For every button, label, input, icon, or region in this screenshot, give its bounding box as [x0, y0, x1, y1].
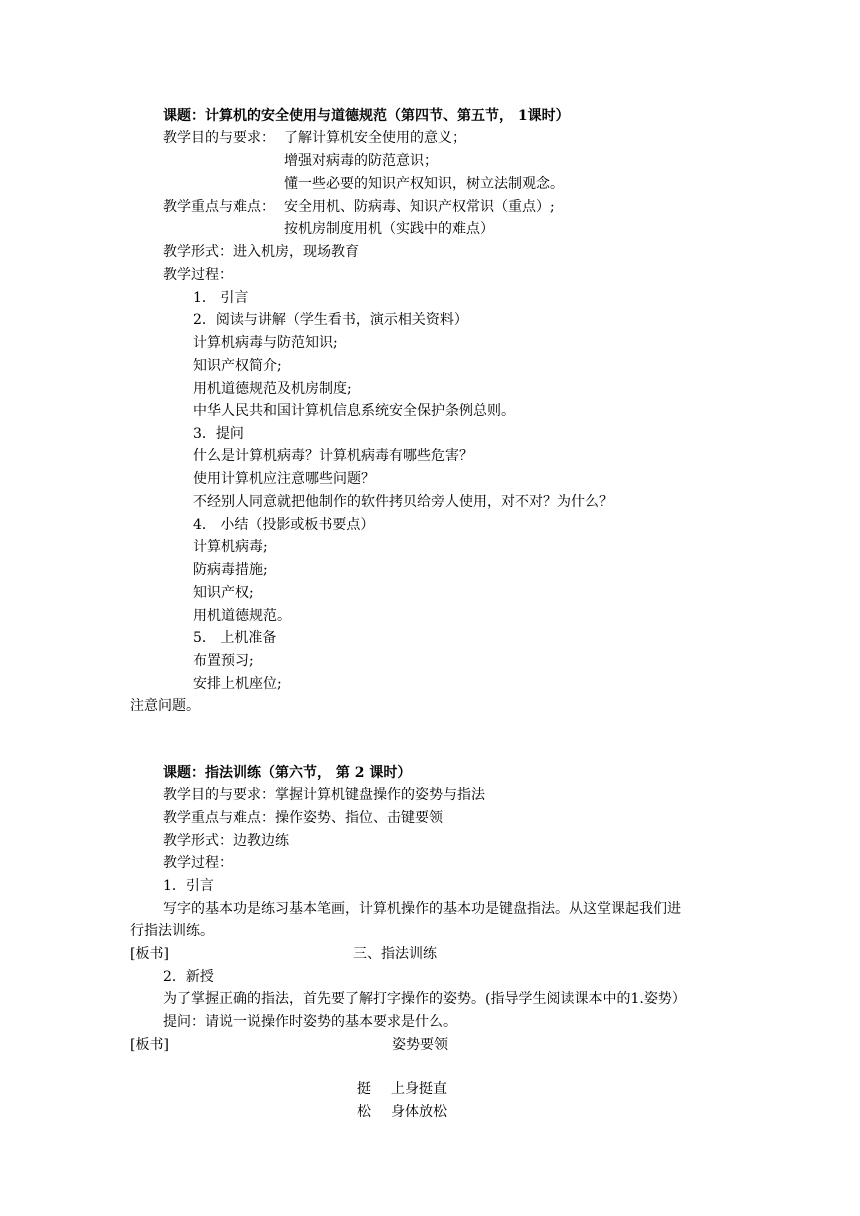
lesson1-goal-3: 懂一些必要的知识产权知识，树立法制观念。	[284, 176, 564, 192]
lesson1-step-4-item: 防病毒措施;	[193, 562, 268, 578]
board-heading: 姿势要领	[392, 1037, 448, 1053]
lesson1-step-3-question: 什么是计算机病毒？计算机病毒有哪些危害？	[193, 448, 473, 464]
lesson2-step-1: 1．引言	[163, 878, 214, 894]
lesson1-title: 课题：计算机的安全使用与道德规范（第四节、第五节， 1课时）	[163, 108, 570, 124]
lesson1-step-4: 4． 小结（投影或板书要点）	[193, 517, 375, 533]
lesson2-goal: 教学目的与要求：掌握计算机键盘操作的姿势与指法	[163, 787, 485, 803]
posture-desc: 身体放松	[391, 1104, 447, 1120]
lesson1-step-3: 3．提问	[193, 426, 244, 442]
posture-desc: 上身挺直	[391, 1081, 447, 1097]
lesson1-step-5: 5． 上机准备	[193, 630, 277, 646]
lesson1-step-2-item: 计算机病毒与防范知识;	[193, 335, 338, 351]
lesson1-step-4-item: 计算机病毒;	[193, 539, 268, 555]
lesson2-step-2: 2．新授	[163, 969, 214, 985]
lesson2-title: 课题：指法训练（第六节， 第 2 课时）	[163, 765, 412, 781]
lesson1-focus-label: 教学重点与难点：	[163, 199, 275, 215]
lesson1-focus-1: 安全用机、防病毒、知识产权常识（重点）;	[284, 199, 555, 215]
lesson1-step-2-item: 用机道德规范及机房制度;	[193, 381, 352, 397]
lesson1-step-2-item: 中华人民共和国计算机信息系统安全保护条例总则。	[193, 403, 515, 419]
lesson2-question: 提问：请说一说操作时姿势的基本要求是什么。	[163, 1014, 457, 1030]
lesson1-step-3-question: 使用计算机应注意哪些问题？	[193, 471, 375, 487]
lesson2-paragraph-2: 为了掌握正确的指法，首先要了解打字操作的姿势。(指导学生阅读课本中的1.姿势）	[163, 991, 686, 1007]
lesson1-goal-2: 增强对病毒的防范意识；	[284, 153, 438, 169]
lesson1-step-5-item: 安排上机座位;	[193, 676, 282, 692]
lesson1-step-2-item: 知识产权简介;	[193, 358, 282, 374]
lesson1-step-5-item: 注意问题。	[130, 698, 200, 714]
lesson1-step-1: 1． 引言	[193, 290, 249, 306]
lesson1-focus-2: 按机房制度用机（实践中的难点）	[284, 221, 494, 237]
lesson1-goal-label: 教学目的与要求：	[163, 130, 275, 146]
lesson1-step-3-question: 不经别人同意就把他制作的软件拷贝给旁人使用，对不对？为什么？	[193, 494, 613, 510]
posture-key: 松	[357, 1104, 371, 1120]
board-tag: [板书]	[130, 946, 169, 962]
lesson1-step-5-item: 布置预习;	[193, 653, 254, 669]
lesson2-paragraph-1b: 行指法训练。	[130, 923, 214, 939]
lesson2-paragraph-1a: 写字的基本功是练习基本笔画，计算机操作的基本功是键盘指法。从这堂课起我们进	[163, 901, 681, 917]
board-tag: [板书]	[130, 1037, 169, 1053]
lesson2-form: 教学形式：边教边练	[163, 833, 289, 849]
lesson1-goal-1: 了解计算机安全使用的意义；	[284, 130, 466, 146]
board-heading: 三、指法训练	[353, 946, 437, 962]
lesson1-process: 教学过程：	[163, 267, 233, 283]
lesson1-form: 教学形式：进入机房，现场教育	[163, 244, 359, 260]
posture-key: 挺	[357, 1081, 371, 1097]
lesson2-process: 教学过程：	[163, 855, 233, 871]
lesson2-focus: 教学重点与难点：操作姿势、指位、击键要领	[163, 810, 443, 826]
lesson1-step-4-item: 用机道德规范。	[193, 608, 291, 624]
lesson1-step-2: 2．阅读与讲解（学生看书，演示相关资料）	[193, 312, 468, 328]
lesson1-step-4-item: 知识产权;	[193, 585, 254, 601]
